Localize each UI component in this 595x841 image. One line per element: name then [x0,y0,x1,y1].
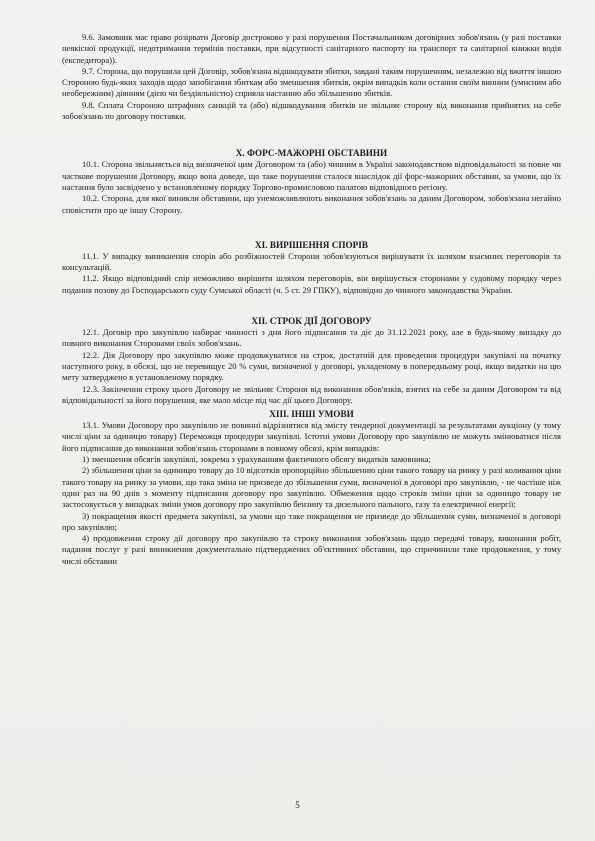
clause-13-1-item-2: 2) збільшення ціни за одиницю товару до 10 відсотків пропорційно збільшенню ціни такого товару на ринку у разі коливання ціни такого товару на ринку за умови, що така зміна не призведе до збільшення суми, визначеної в договорі про закупівлю, - не частіше ніж один раз на 90 днів з моменту підписання договору про закупівлю. Обмеження щодо строків зміни ціни за одиницю товару не застосовується у випадках зміни умов договору про закупівлю бензину та дизельного пального, газу та електричної енергії; [62,465,561,510]
clause-12-2: 12.2. Дія Договору про закупівлю може продовжуватися на строк, достатній для проведення процедури закупівлі на початку наступного року, в обсязі, що не перевищує 20 % суми, визначеної у договорі, укладеному в попередньому році, якщо видатки на цю мету затверджено в установленому порядку. [62,349,561,383]
clause-9-7: 9.7. Сторона, що порушила цей Договір, зобов'язана відшкодувати збитки, завдані таким порушенням, незалежно від вжиття іншою Стороною будь-яких заходів щодо запобігання збиткам або зменшення збитків, окрім випадків коли остання своїм винним (умисним або необережним) дiянням (дією чи бездіяльністю) сприяла настанню або збільшенню збитків. [62,65,561,99]
page-number: 5 [295,800,300,810]
clause-13-1-item-3: 3) покращення якості предмета закупівлі, за умови що таке покращення не призведе до збільшення суми, визначеної в договорі про закупівлю; [62,510,561,532]
clause-11-2: 11.2. Якщо відповідний спір неможливо вирішити шляхом переговорів, він вирішується сторонами у судовому порядку через подання позову до Господарського суду Сумської області (ч. 5 ст. 29 ГПКУ), відповідно до чинного законодавства України. [62,273,561,295]
document-body [62,32,561,567]
clause-9-6: 9.6. Замовник має право розірвати Договір достроково у разі порушення Постачальником договірних зобов'язань (у разі поставки неякісної продукції, недотримання термінів поставки, при відсутності санітарного паспорту на транспорт та санітарної книжки водія (експедитора)). [62,32,561,65]
clause-10-1: 10.1. Сторона звільняється від визначеної цим Договором та (або) чинним в Україні законодавством відповідальності за повне чи часткове порушення Договору, якщо вона доведе, що таке порушення сталося внаслідок дії форс-мажорних обставин, за умови, що їх настання було засвідчено у встановленому порядку Торгово-промисловою палатою відповідного регіону. [62,159,561,192]
section-11-title: XI. ВИРІШЕННЯ СПОРІВ [255,239,368,250]
clause-12-3: 12.3. Закінчення строку цього Договору не звільняє Сторони від виконання обов'язків, взятих на себе за даним Договором та від відповідальності за його порушення, яке мало місце під час дії цього Договору. [62,383,561,405]
clause-11-1: 11.1. У випадку виникнення спорів або розбіжностей Сторони зобов'язуються вирішувати їх шляхом взаємних переговорів та консультацій. [62,250,561,273]
section-13-title: XIII. ІНШІ УМОВИ [269,409,354,420]
clause-10-2: 10.2. Сторона, для якої виникли обставини, що унеможливлюють виконання зобов'язань за даним Договором, зобов'язана негайно сповістити про це іншу Сторону. [62,193,561,215]
section-10-title: X. ФОРС-МАЖОРНІ ОБСТАВИНИ [235,148,388,159]
clause-9-8: 9.8. Сплата Стороною штрафних санкцій та (або) відшкодування збитків не звільняє сторону від виконання прийнятих на себе зобов'язань по договору поставки. [62,99,561,122]
clause-13-1: 13.1. Умови Договору про закупівлю не повинні відрізнятися від змісту тендерної документації за результатами аукціону (у тому числі ціни за одиницю товару) Переможця процедури закупівлі. Істотні умови Договору про закупівлю не можуть змінюватися після його підписання до виконання зобов'язань сторонами в повному обсязі, крім випадків: [62,420,561,453]
clause-13-1-item-1: 1) зменшення обсягів закупівлі, зокрема з урахуванням фактичного обсягу видатків замовника; [82,454,431,465]
section-12-title: XII. СТРОК ДІЇ ДОГОВОРУ [251,316,372,327]
clause-12-1: 12.1. Договір про закупівлю набирає чинності з дня його підписання та діє до 31.12.2021 року, але в будь-якому випадку до повного виконання Сторонами своїх зобов'язань. [62,327,561,349]
clause-13-1-item-4: 4) продовження строку дії договору про закупівлю та строку виконання зобов'язань щодо передачі товару, виконання робіт, надання послуг у разі виникнення документально підтверджених об'єктивних обставин, що спричинили таке продовження, у тому числі обставин [62,533,561,566]
